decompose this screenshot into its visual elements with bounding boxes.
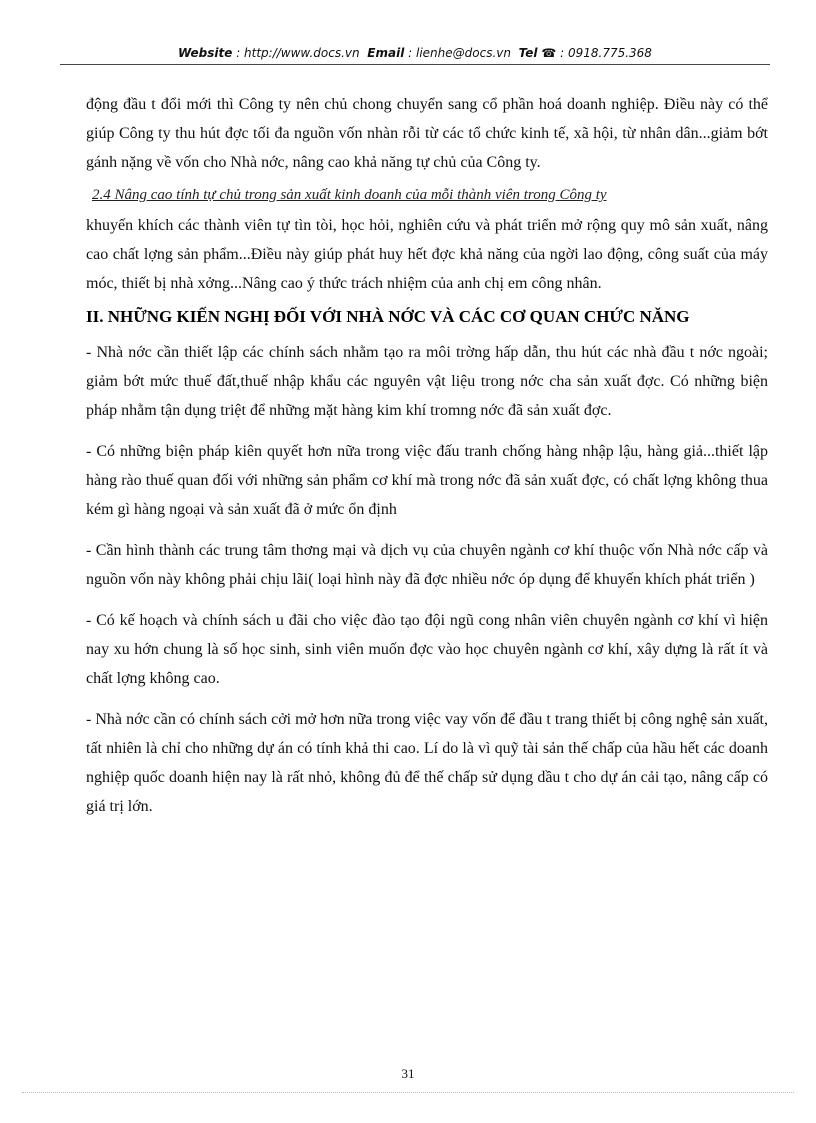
page-number: 31 [401, 1066, 415, 1081]
paragraph-1: động đầu t đổi mới thì Công ty nên chủ chong chuyển sang cổ phần hoá doanh nghiệp. Điều này có thể giúp Công ty thu hút đợc tối đa nguồn vốn nhàn rỗi từ các tổ chức kinh tế, xã hội, từ nhân dân...giảm bớt gánh nặng về vốn cho Nhà nớc, nâng cao khả năng tự chủ của Công ty. [86, 96, 768, 171]
paragraph-6: - Có kế hoạch và chính sách u đãi cho việc đào tạo đội ngũ cong nhân viên chuyên ngành cơ khí vì hiện nay xu hớn chung là số học sinh, sinh viên muốn đợc vào học chuyên ngành cơ khí, xây dựng là rất ít và chất lợng không cao. [86, 612, 768, 687]
website-label: Website [178, 46, 233, 60]
document-body [86, 90, 768, 821]
section-subheading: 2.4 Nâng cao tính tự chủ trong sản xuất kinh doanh của mỗi thành viên trong Công ty [92, 187, 607, 203]
email-label: Email [367, 46, 405, 60]
section-heading: II. NHỮNG KIẾN NGHỊ ĐỐI VỚI NHÀ NỚC VÀ CÁC CƠ QUAN CHỨC NĂNG [86, 307, 690, 326]
page-header [60, 44, 770, 65]
paragraph-3: - Nhà nớc cần thiết lập các chính sách nhằm tạo ra môi trờng hấp dẫn, thu hút các nhà đầu t nớc ngoài; giảm bớt mức thuế đất,thuế nhập khẩu các nguyên vật liệu trong nớc cha sản xuất đợc. Có những biện pháp nhằm tận dụng triệt để những mặt hàng kim khí tromng nớc đã sản xuất đợc. [86, 344, 768, 419]
tel-label: Tel [518, 46, 538, 60]
paragraph-2: khuyến khích các thành viên tự tìn tòi, học hỏi, nghiên cứu và phát triển mở rộng quy mô sản xuất, nâng cao chất lợng sản phẩm...Điều này giúp phát huy hết đợc khả năng của ngời lao động, công suất của máy móc, thiết bị nhà xởng...Nâng cao ý thức trách nhiệm của anh chị em công nhân. [86, 217, 768, 292]
website-value: : http://www.docs.vn [236, 46, 360, 60]
paragraph-5: - Cần hình thành các trung tâm thơng mại và dịch vụ của chuyên ngành cơ khí thuộc vốn Nhà nớc cấp và nguồn vốn này không phải chịu lãi( loại hình này đã đợc nhiều nớc óp dụng để khuyến khích phát triển ) [86, 542, 768, 588]
tel-value: ☎ : 0918.775.368 [541, 46, 652, 60]
page-bottom-border [22, 1092, 794, 1093]
paragraph-7: - Nhà nớc cần có chính sách cởi mở hơn nữa trong việc vay vốn để đầu t trang thiết bị công nghệ sản xuất, tất nhiên là chỉ cho những dự án có tính khả thi cao. Lí do là vì quỹ tài sản thế chấp của hầu hết các doanh nghiệp quốc doanh hiện nay là rất nhỏ, không đủ để thế chấp sử dụng dầu t cho dự án cải tạo, nâng cấp có giá trị lớn. [86, 711, 768, 815]
email-value: : lienhe@docs.vn [408, 46, 511, 60]
paragraph-4: - Có những biện pháp kiên quyết hơn nữa trong việc đấu tranh chống hàng nhập lậu, hàng giả...thiết lập hàng rào thuế quan đối với những sản phẩm cơ khí mà trong nớc đã sản xuất đợc, có chất lợng không thua kém gì hàng ngoại và sản xuất đã ở mức ổn định [86, 443, 768, 518]
